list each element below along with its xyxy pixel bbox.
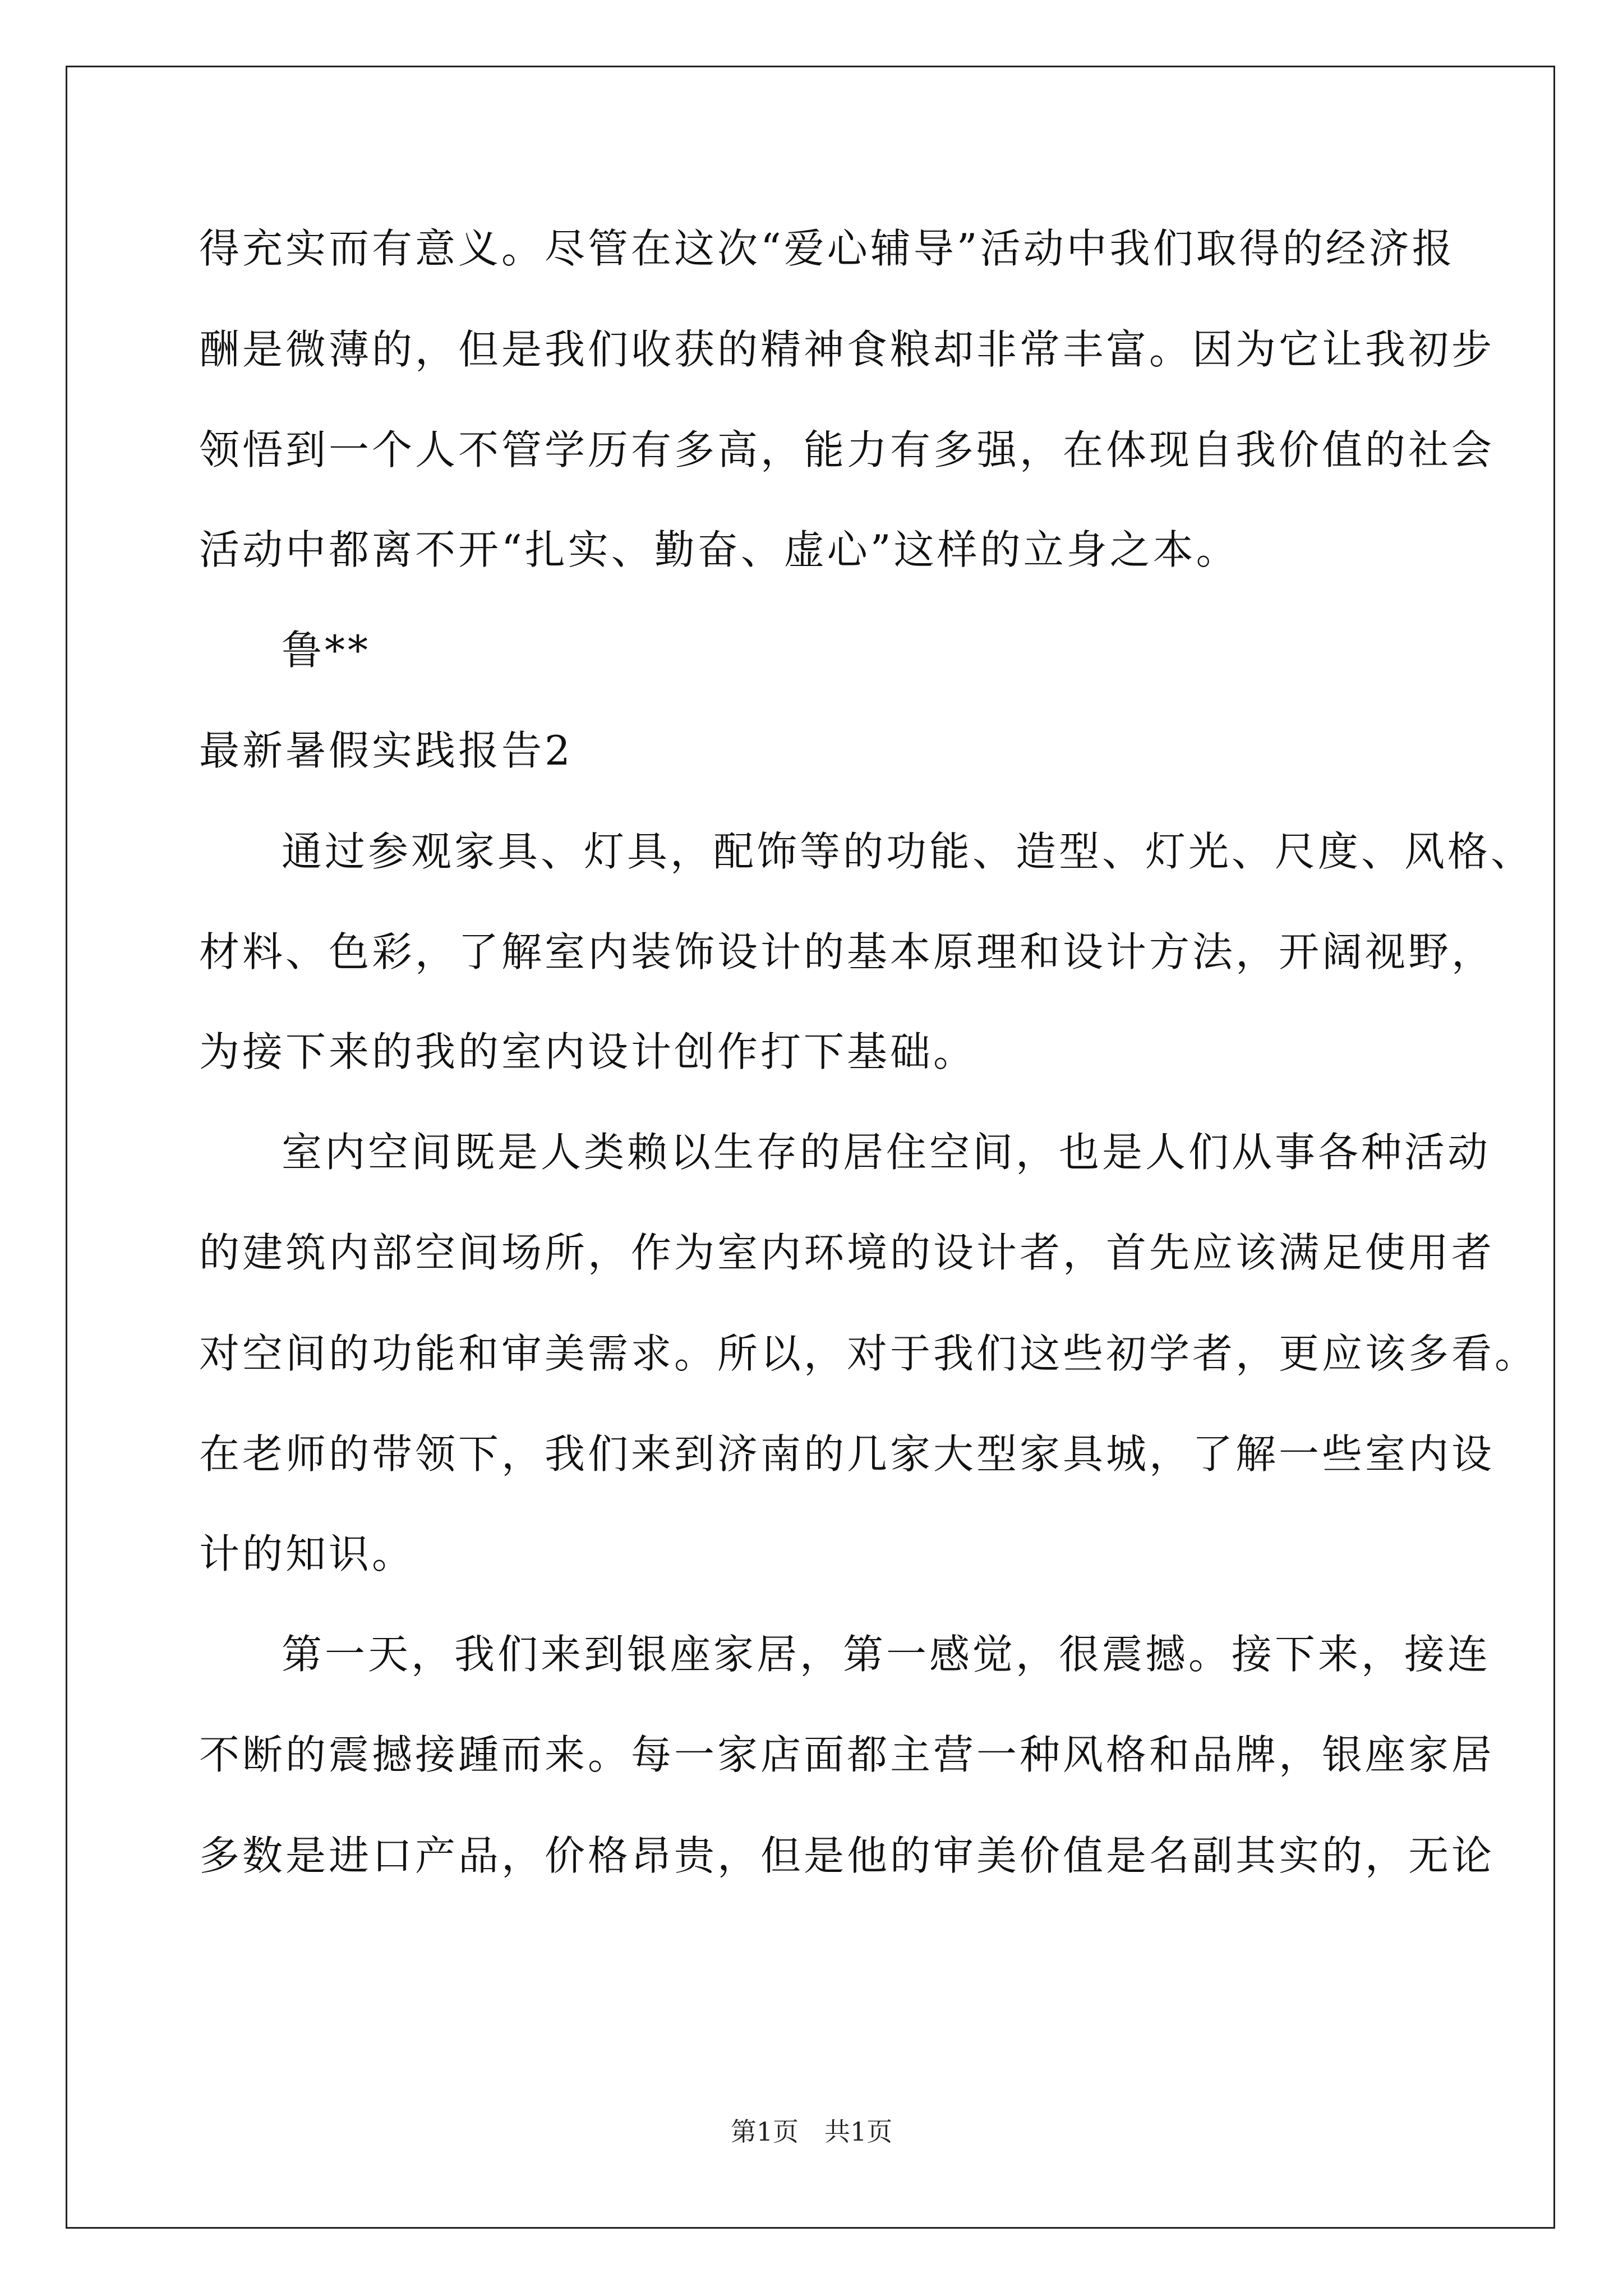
paragraph-line: 计的知识。 [199,1530,416,1577]
paragraph-line: 第一天，我们来到银座家居，第一感觉，很震撼。接下来，接连 [282,1631,1491,1678]
paragraph-line: 领悟到一个人不管学历有多高，能力有多强，在体现自我价值的社会 [199,426,1495,473]
paragraph-line: 室内空间既是人类赖以生存的居住空间，也是人们从事各种活动 [282,1129,1491,1176]
paragraph-line: 为接下来的我的室内设计创作打下基础。 [199,1028,977,1075]
paragraph-line: 活动中都离不开“扎实、勤奋、虚心”这样的立身之本。 [199,526,1239,573]
paragraph-line: 通过参观家具、灯具，配饰等的功能、造型、灯光、尺度、风格、 [282,828,1534,875]
paragraph-line: 的建筑内部空间场所，作为室内环境的设计者，首先应该满足使用者 [199,1229,1495,1276]
page-number-footer: 第1页 共1页 [730,2116,893,2147]
paragraph-line: 不断的震撼接踵而来。每一家店面都主营一种风格和品牌，银座家居 [199,1731,1495,1778]
paragraph-line: 酬是微薄的，但是我们收获的精神食粮却非常丰富。因为它让我初步 [199,326,1495,373]
paragraph-line: 得充实而有意义。尽管在这次“爱心辅导”活动中我们取得的经济报 [199,225,1455,272]
signature-line: 鲁** [282,627,371,674]
paragraph-line: 材料、色彩，了解室内装饰设计的基本原理和设计方法，开阔视野， [199,928,1495,976]
paragraph-line: 对空间的功能和审美需求。所以，对于我们这些初学者，更应该多看。 [199,1330,1538,1377]
section-heading: 最新暑假实践报告2 [199,727,573,774]
paragraph-line: 在老师的带领下，我们来到济南的几家大型家具城，了解一些室内设 [199,1430,1495,1478]
paragraph-line: 多数是进口产品，价格昂贵，但是他的审美价值是名副其实的，无论 [199,1832,1495,1879]
